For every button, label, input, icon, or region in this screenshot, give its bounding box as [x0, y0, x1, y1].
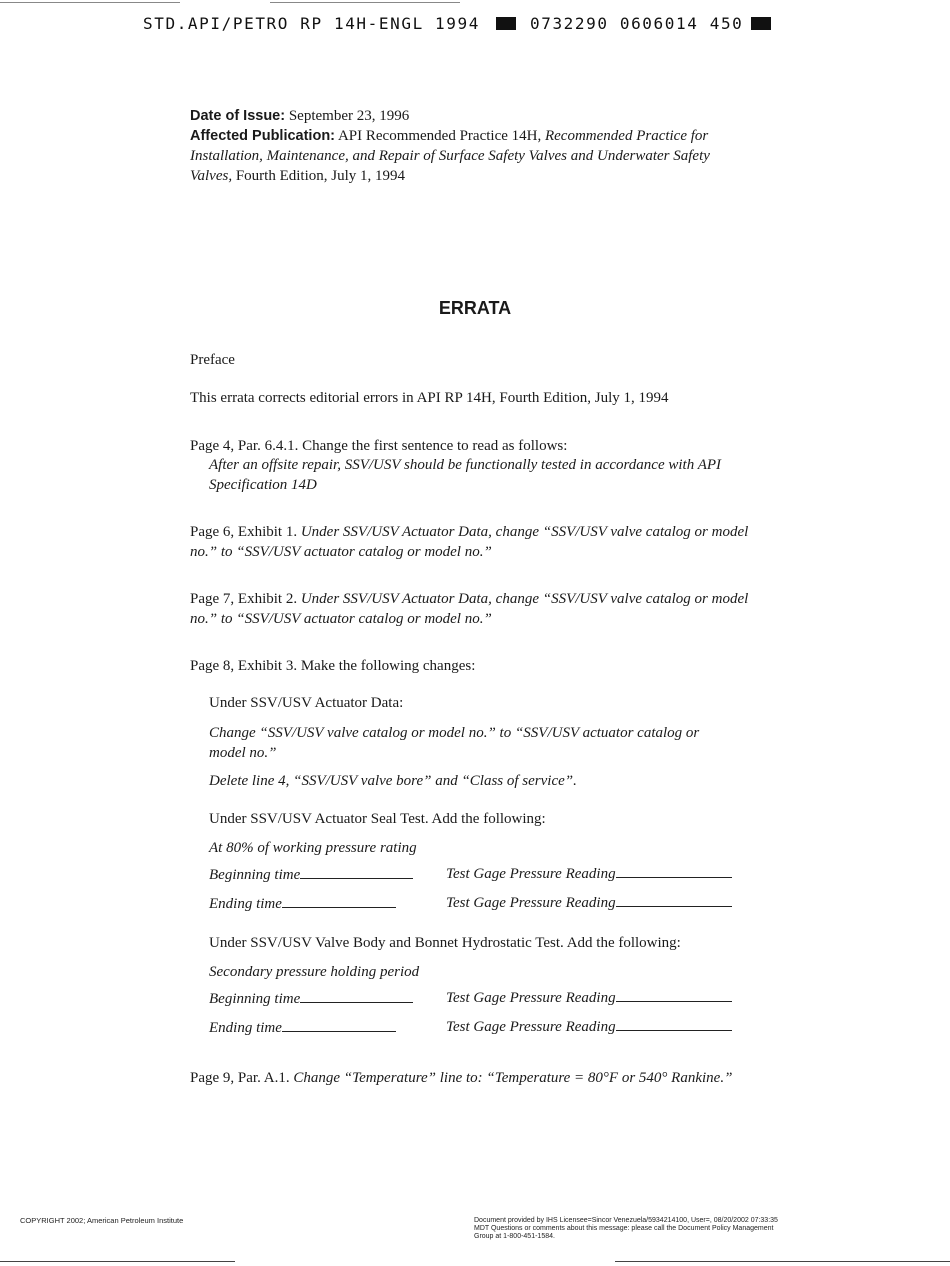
erratum-item-5: [190, 1068, 790, 1088]
affected-publication-label: Affected Publication:: [190, 128, 336, 144]
blank-rule: [616, 876, 732, 878]
hydro-test-gage-reading-1: [446, 990, 746, 1007]
blank-rule: [616, 1029, 732, 1031]
erratum-item-2: [190, 522, 750, 562]
blank-rule: [616, 905, 732, 907]
document-header: [143, 14, 803, 33]
hydrostatic-test-caption: Secondary pressure holding period: [209, 964, 420, 980]
erratum-item-3-ref: Page 7, Exhibit 2.: [190, 591, 298, 607]
intro-paragraph: This errata corrects editorial errors in API RP 14H, Fourth Edition, July 1, 1994: [190, 390, 669, 406]
seal-test-gage-reading-1: [446, 866, 746, 883]
scan-artifact-line: [615, 1261, 950, 1262]
blank-rule: [282, 1030, 396, 1032]
field-label: Beginning time: [209, 991, 301, 1007]
erratum-item-3: [190, 589, 750, 629]
date-of-issue-value: September 23, 1996: [288, 108, 410, 124]
doc-serial: 0732290 0606014 450: [529, 14, 744, 33]
field-label: Ending time: [209, 1020, 282, 1036]
seal-test-gage-reading-2: [446, 895, 746, 912]
erratum-item-1-ref: Page 4, Par. 6.4.1. Change the first sentence to read as follows:: [190, 438, 568, 454]
field-label: Beginning time: [209, 867, 301, 883]
actuator-data-delete: Delete line 4, “SSV/USV valve bore” and “Class of service”.: [209, 773, 577, 789]
scan-artifact-line: [0, 2, 180, 3]
erratum-item-2-ref: Page 6, Exhibit 1.: [190, 524, 298, 540]
erratum-item-4-ref: Page 8, Exhibit 3. Make the following changes:: [190, 658, 476, 674]
erratum-item-2-text: Under SSV/USV Actuator Data, change “SSV/USV valve catalog or model no.” to “SSV/USV actuator catalog or model no.”: [190, 524, 749, 560]
seal-test-caption: At 80% of working pressure rating: [209, 840, 417, 856]
footer-provider-notice: Document provided by IHS Licensee=Sincor Venezuela/5934214100, User=, 08/20/2002 07:33:35 MDT Questions or comments about this message: please call the Document Policy Management Group at 1-800-451-1584.: [474, 1217, 778, 1240]
seal-test-ending-time: [209, 896, 424, 913]
seal-test-beginning-time: [209, 867, 424, 884]
field-label: Ending time: [209, 896, 282, 912]
actuator-data-heading: Under SSV/USV Actuator Data:: [209, 695, 404, 711]
field-label: Test Gage Pressure Reading: [446, 895, 616, 911]
preface-heading: Preface: [190, 352, 235, 368]
hydro-test-gage-reading-2: [446, 1019, 746, 1036]
hydrostatic-test-heading: Under SSV/USV Valve Body and Bonnet Hydrostatic Test. Add the following:: [209, 935, 681, 951]
doc-code: STD.API/PETRO RP 14H-ENGL 1994: [143, 14, 480, 33]
hydro-test-ending-time: [209, 1020, 424, 1037]
erratum-item-1-text: After an offsite repair, SSV/USV should be functionally tested in accordance with API Specification 14D: [209, 457, 722, 493]
publication-edition: Fourth Edition, July 1, 1994: [235, 168, 406, 184]
footer-copyright: COPYRIGHT 2002; American Petroleum Institute: [20, 1216, 184, 1225]
scan-artifact-line: [0, 1261, 235, 1262]
erratum-item-3-text: Under SSV/USV Actuator Data, change “SSV/USV valve catalog or model no.” to “SSV/USV actuator catalog or model no.”: [190, 591, 749, 627]
erratum-item-5-text: Change “Temperature” line to: “Temperature = 80°F or 540° Rankine.”: [293, 1070, 733, 1086]
black-block-mark: [496, 17, 516, 30]
black-block-mark: [751, 17, 771, 30]
scan-artifact-line: [270, 2, 460, 3]
field-label: Test Gage Pressure Reading: [446, 866, 616, 882]
blank-rule: [616, 1000, 732, 1002]
field-label: Test Gage Pressure Reading: [446, 1019, 616, 1035]
field-label: Test Gage Pressure Reading: [446, 990, 616, 1006]
page-title: ERRATA: [438, 298, 512, 318]
issue-info: [190, 106, 750, 186]
blank-rule: [300, 877, 413, 879]
blank-rule: [300, 1001, 413, 1003]
date-of-issue-label: Date of Issue:: [190, 108, 286, 124]
erratum-item-5-ref: Page 9, Par. A.1.: [190, 1070, 290, 1086]
seal-test-heading: Under SSV/USV Actuator Seal Test. Add the following:: [209, 811, 546, 827]
hydro-test-beginning-time: [209, 991, 424, 1008]
actuator-data-change: Change “SSV/USV valve catalog or model no.” to “SSV/USV actuator catalog or model no.”: [209, 725, 700, 761]
publication-title: Recommended Practice for Installation, Maintenance, and Repair of Surface Safety Valves and Underwater Safety Valves,: [190, 128, 710, 184]
blank-rule: [282, 906, 396, 908]
publication-prefix: API Recommended Practice 14H,: [337, 128, 542, 144]
